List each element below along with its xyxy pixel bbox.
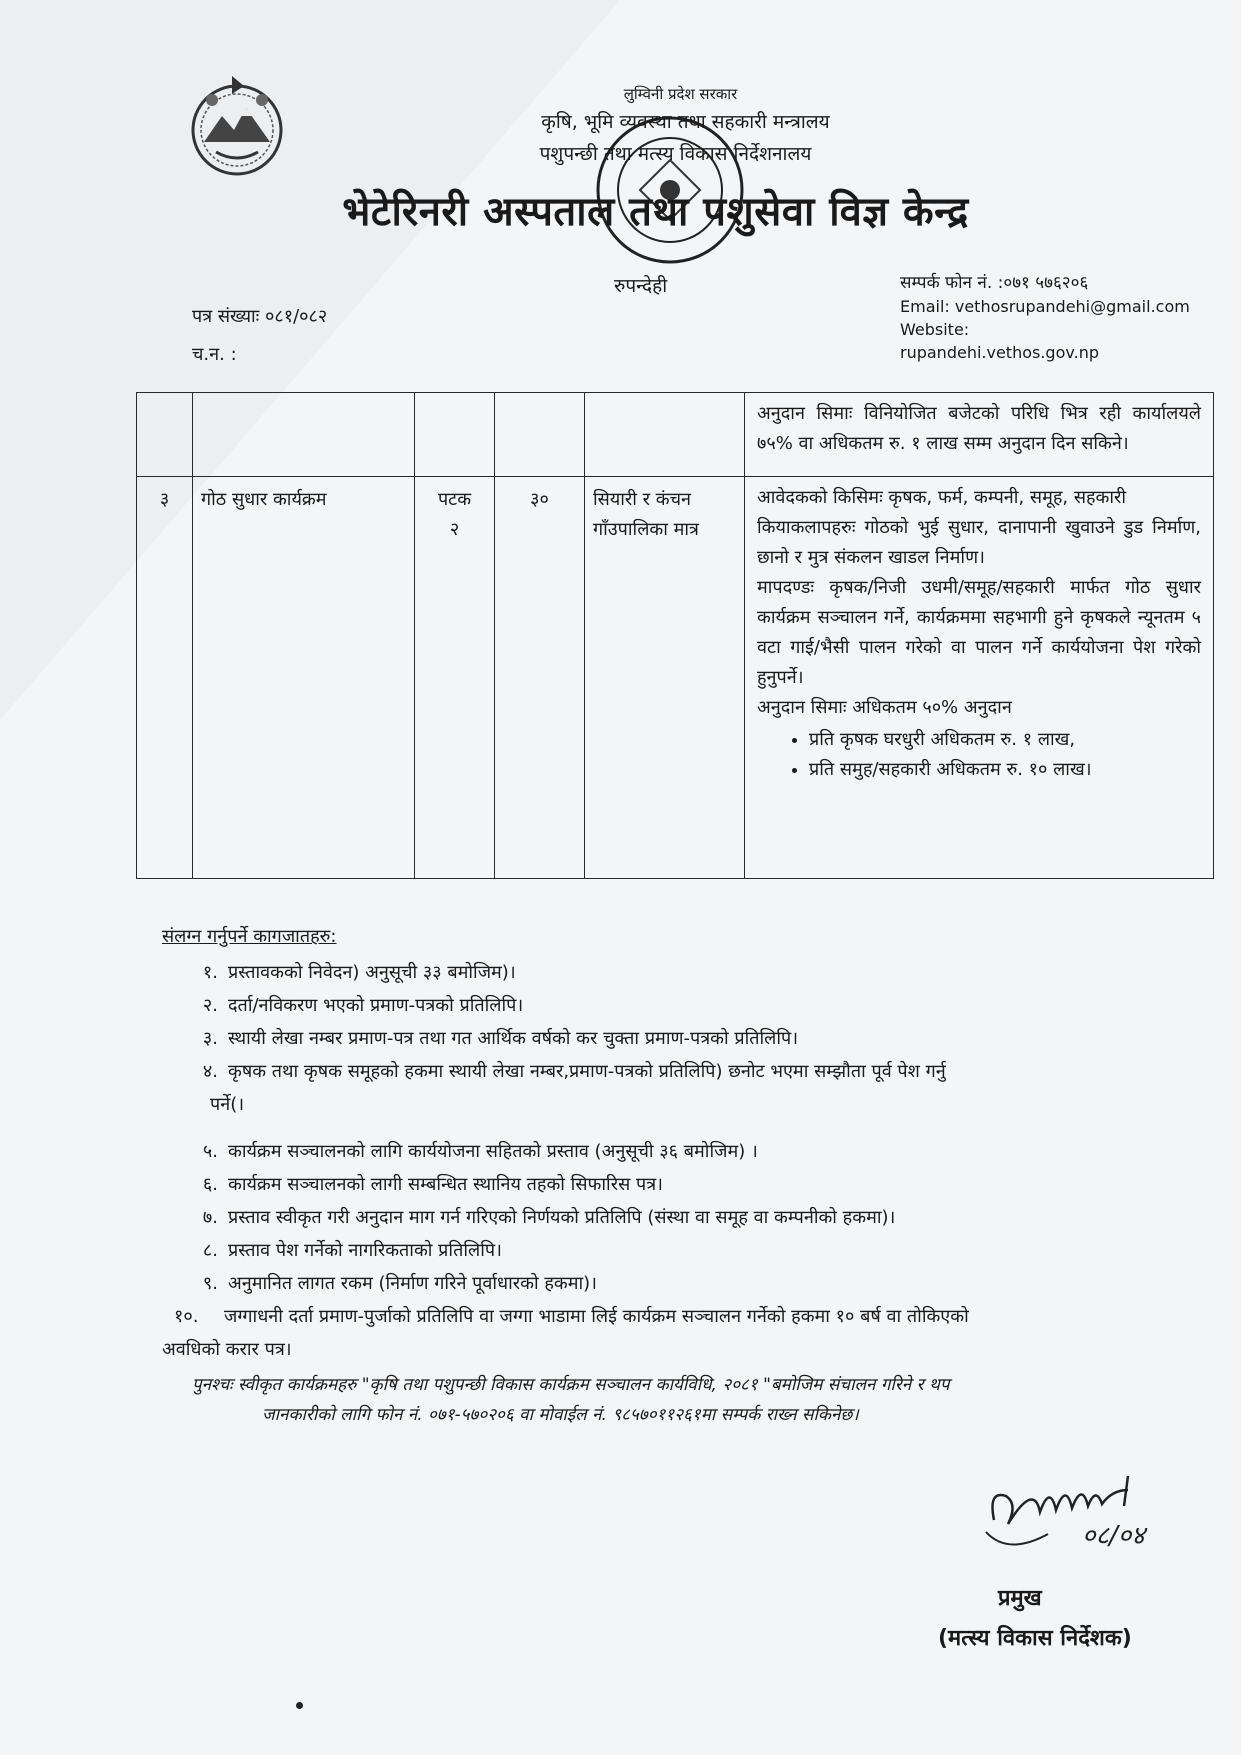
table-cell — [585, 393, 745, 477]
list-item: ६. कार्यक्रम सञ्चालनको लागी सम्बन्धित स्थानिय तहको सिफारिस पत्र। — [202, 1174, 663, 1195]
table-row — [137, 477, 1214, 879]
documents-list — [162, 956, 1202, 1366]
contact-website-label: Website: — [900, 320, 970, 339]
program-description-cell — [745, 477, 1214, 879]
table-cell — [193, 393, 415, 477]
table-row — [137, 393, 1214, 477]
dispatch-number: च.न. : — [192, 344, 237, 365]
grant-limit: अनुदान सिमाः अधिकतम ५०% अनुदान — [757, 697, 1012, 718]
criteria: मापदण्डः कृषक/निजी उधमी/समूह/सहकारी मार्फत गोठ सुधार कार्यक्रम सञ्चालन गर्ने, कार्यक्रममा सहभागी हुने कृषकले न्यूनतम ५ वटा गाई/भैसी पालन गरेको वा पालन गर्ने कार्ययोजना पेश गरेको हुनुपर्ने। — [757, 577, 1201, 688]
list-item: ३. स्थायी लेखा नम्बर प्रमाण-पत्र तथा गत आर्थिक वर्षको कर चुक्ता प्रमाण-पत्रको प्रतिलिपि। — [202, 1028, 799, 1049]
list-item-continuation: पर्ने(। — [210, 1094, 245, 1115]
list-item: ७. प्रस्ताव स्वीकृत गरी अनुदान माग गर्न गरिएको निर्णयको प्रतिलिपि (संस्था वा समूह वा कम्पनीको हकमा)। — [202, 1207, 896, 1228]
grant-limit-list — [757, 725, 1201, 785]
list-item: ५. कार्यक्रम सञ्चालनको लागि कार्ययोजना सहितको प्रस्ताव (अनुसूची ३६ बमोजिम) । — [202, 1141, 758, 1162]
list-item: • प्रति कृषक घरधुरी अधिकतम रु. १ लाख, — [809, 725, 1201, 755]
list-item-continuation: अवधिको करार पत्र। — [162, 1339, 292, 1360]
government-name: लुम्विनी प्रदेश सरकार — [623, 85, 738, 103]
list-item: २. दर्ता/नविकरण भएको प्रमाण-पत्रको प्रतिलिपि। — [202, 995, 524, 1016]
program-area-cell: सियारी र कंचन गाँउपालिका मात्र — [585, 477, 745, 879]
footnote-line: पुनश्चः स्वीकृत कार्यक्रमहरु "कृषि तथा पशुपन्छी विकास कार्यक्रम सञ्चालन कार्यविधि, २०८१ "बमोजिम संचालन गरिने र थप — [192, 1375, 950, 1395]
list-item: ४. कृषक तथा कृषक समूहको हकमा स्थायी लेखा नम्बर,प्रमाण-पत्रको प्रतिलिपि) छनोट भएमा सम्झौता पूर्व पेश गर्नु पर्ने(। — [162, 1055, 1202, 1121]
unit-label: पटक — [437, 489, 472, 510]
footnote-line: जानकारीको लागि फोन नं. ०७१-५७०२०६ वा मोवाईल नं. ९८५७०११२६१मा सम्पर्क राख्न सकिनेछ। — [262, 1405, 859, 1425]
unit-cell — [415, 477, 495, 879]
grant-limit-text: अनुदान सिमाः विनियोजित बजेटको परिधि भित्र रही कार्यालयले ७५% वा अधिकतम रु. १ लाख सम्म अनुदान दिन सकिने। — [757, 403, 1201, 454]
table-cell — [495, 393, 585, 477]
letter-number: पत्र संख्याः ०८१/०८२ — [192, 306, 328, 327]
list-item: १०. जग्गाधनी दर्ता प्रमाण-पुर्जाको प्रतिलिपि वा जग्गा भाडामा लिई कार्यक्रम सञ्चालन गर्नेको हकमा १० बर्ष वा तोकिएको अवधिको करार पत्र। — [162, 1300, 1202, 1366]
documents-heading: संलग्न गर्नुपर्ने कागजातहरु: — [162, 926, 337, 947]
program-table — [136, 392, 1214, 879]
table-cell — [415, 393, 495, 477]
signature-date: ०८/०४ — [1082, 1521, 1145, 1551]
signatory-title: प्रमुख — [998, 1586, 1042, 1611]
activities: कियाकलापहरुः गोठको भुई सुधार, दानापानी खुवाउने डुड निर्माण, छानो र मुत्र संकलन खाडल निर्माण। — [757, 517, 1201, 568]
directorate-name: पशुपन्छी तथा मत्स्य विकास निर्देशनालय — [539, 143, 812, 165]
table-cell — [137, 393, 193, 477]
quantity-cell: ३० — [495, 477, 585, 879]
list-item: ८. प्रस्ताव पेश गर्नेको नागरिकताको प्रतिलिपि। — [202, 1240, 502, 1261]
list-item: १. प्रस्तावकको निवेदन) अनुसूची ३३ बमोजिम)। — [202, 962, 516, 983]
contact-website: rupandehi.vethos.gov.np — [900, 343, 1099, 362]
contact-block — [900, 272, 1190, 364]
office-title: भेटेरिनरी अस्पताल तथा पशुसेवा विज्ञ केन्द्र — [342, 189, 969, 235]
contact-phone: सम्पर्क फोन नं. :०७१ ५७६२०६ — [900, 273, 1089, 293]
list-item: • प्रति समुह/सहकारी अधिकतम रु. १० लाख। — [809, 755, 1201, 785]
program-name-cell: गोठ सुधार कार्यक्रम — [193, 477, 415, 879]
handwritten-signature — [978, 1460, 1178, 1570]
footnote — [192, 1370, 1192, 1430]
serial-number-cell: ३ — [137, 477, 193, 879]
ink-mark — [296, 1702, 303, 1709]
contact-email: Email: vethosrupandehi@gmail.com — [900, 297, 1190, 316]
office-location: रुपन्देही — [614, 275, 668, 297]
grant-limit-cell — [745, 393, 1214, 477]
ministry-name: कृषि, भूमि व्यवस्था तथा सहकारी मन्त्रालय — [541, 111, 830, 133]
list-item: ९. अनुमानित लागत रकम (निर्माण गरिने पूर्वाधारको हकमा)। — [202, 1273, 598, 1294]
signatory-role: (मत्स्य विकास निर्देशक) — [938, 1626, 1132, 1651]
applicant-type: आवेदकको किसिमः कृषक, फर्म, कम्पनी, समूह, सहकारी — [757, 487, 1127, 508]
unit-count: २ — [449, 519, 460, 540]
